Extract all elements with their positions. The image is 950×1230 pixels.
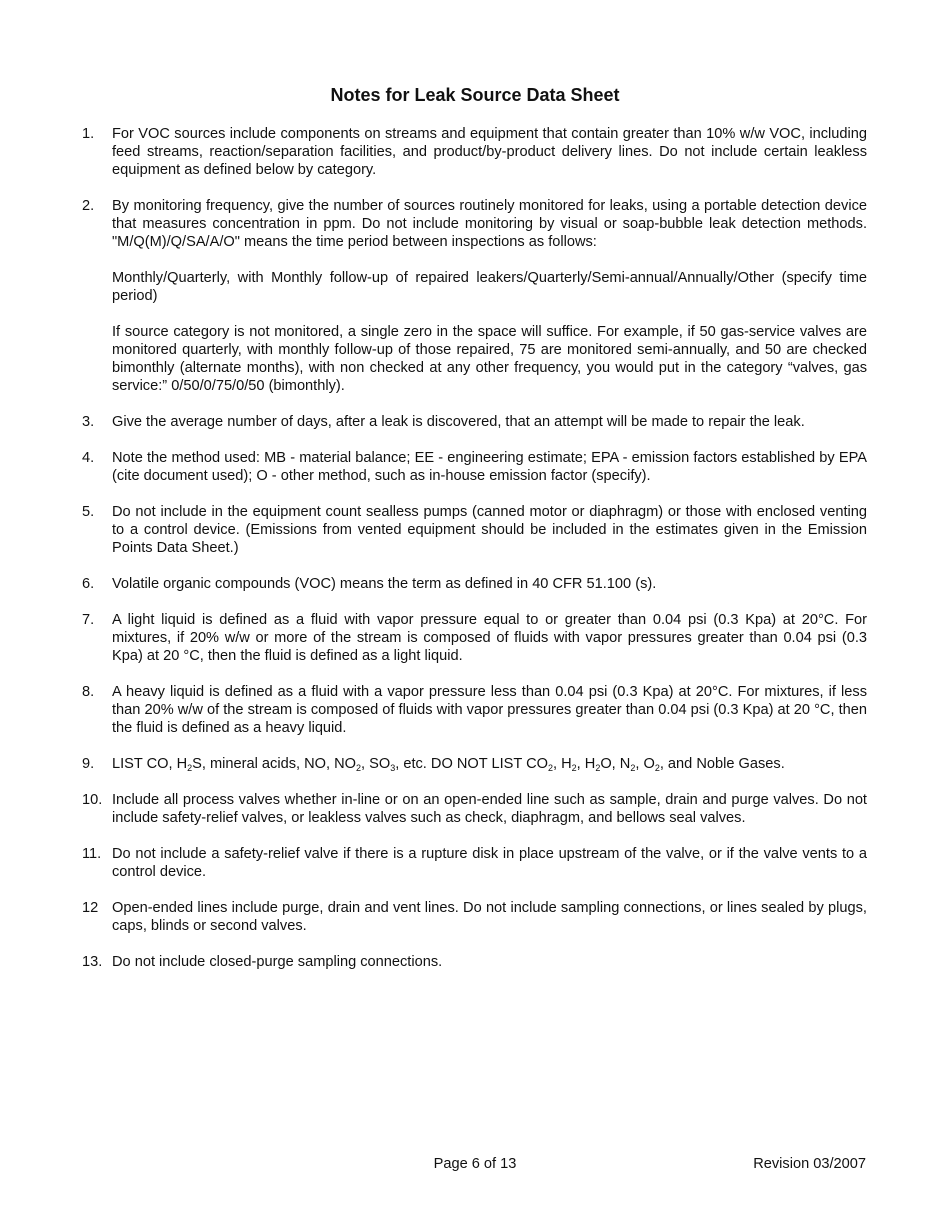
subscript: 2	[630, 763, 636, 773]
note-text: Give the average number of days, after a leak is discovered, that an attempt will be made to repair the leak.	[112, 414, 805, 430]
note-text-group	[112, 197, 867, 395]
subscript: 2	[547, 763, 553, 773]
note-number: 4.	[82, 450, 95, 466]
note-text-segment: , and Noble Gases.	[659, 756, 785, 772]
note-number: 8.	[82, 684, 95, 700]
note-number: 2.	[82, 198, 95, 214]
note-text: Open-ended lines include purge, drain and vent lines. Do not include sampling connections, or lines sealed by plugs, caps, blinds or second valves.	[112, 900, 867, 934]
note-item	[82, 845, 867, 881]
note-number: 13.	[82, 954, 103, 970]
note-item	[82, 197, 867, 395]
note-text: Do not include in the equipment count sealless pumps (canned motor or diaphragm) or those with enclosed venting to a control device. (Emissions from vented equipment should be included in the estimates given in the Emission Points Data Sheet.)	[112, 504, 867, 556]
note-number: 3.	[82, 414, 95, 430]
note-text: A light liquid is defined as a fluid with vapor pressure equal to or greater than 0.04 psi (0.3 Kpa) at 20°C. For mixtures, if 20% w/w or more of the stream is composed of fluids with vapor pressures greater than 0.04 psi (0.3 Kpa) at 20 °C, then the fluid is defined as a light liquid.	[112, 612, 867, 664]
note-item	[82, 575, 867, 593]
note-text: Do not include closed-purge sampling connections.	[112, 954, 443, 970]
note-text: Include all process valves whether in-line or on an open-ended line such as sample, drain and purge valves. Do not include safety-relief valves, or leakless valves such as check, diaphragm, and bellows seal valves.	[112, 792, 867, 826]
note-number: 11.	[82, 846, 102, 862]
subscript: 2	[595, 763, 601, 773]
note-paragraph: If source category is not monitored, a single zero in the space will suffice. For example, if 50 gas-service valves are monitored quarterly, with monthly follow-up of those repaired, 75 are monitored semi-annually, and 50 are checked bimonthly (alternate months), with non checked at any other frequency, you would put in the category “valves, gas service:” 0/50/0/75/0/50 (bimonthly).	[112, 324, 867, 394]
note-item	[82, 611, 867, 665]
note-number: 6.	[82, 576, 95, 592]
page-number: Page 6 of 13	[433, 1156, 517, 1172]
revision-label: Revision 03/2007	[753, 1156, 866, 1172]
note-text-segment: S, mineral acids, NO, NO	[192, 756, 356, 772]
note-text-segment: O, N	[600, 756, 631, 772]
subscript: 2	[356, 763, 362, 773]
note-text: A heavy liquid is defined as a fluid with a vapor pressure less than 0.04 psi (0.3 Kpa) at 20°C. For mixtures, if less than 20% w/w of the stream is composed of fluids with vapor pressures greater than 0.04 psi (0.3 Kpa) at 20 °C, then the fluid is defined as a heavy liquid.	[112, 684, 867, 736]
subscript: 2	[187, 763, 193, 773]
note-item	[82, 503, 867, 557]
note-item	[82, 899, 867, 935]
note-paragraph: Monthly/Quarterly, with Monthly follow-up of repaired leakers/Quarterly/Semi-annual/Annually/Other (specify time period)	[112, 270, 867, 304]
note-number: 9.	[82, 756, 95, 772]
note-text-segment: , O	[635, 756, 655, 772]
note-text: Do not include a safety-relief valve if there is a rupture disk in place upstream of the valve, or if the valve vents to a control device.	[112, 846, 867, 880]
note-item	[82, 449, 867, 485]
note-text-segment: , H	[576, 756, 596, 772]
note-text-segment: , etc. DO NOT LIST CO	[395, 756, 548, 772]
note-text-segment: LIST CO, H	[112, 756, 188, 772]
note-item	[82, 413, 867, 431]
note-text-chemicals	[112, 755, 867, 773]
subscript: 2	[654, 763, 660, 773]
note-text: Volatile organic compounds (VOC) means the term as defined in 40 CFR 51.100 (s).	[112, 576, 657, 592]
note-paragraph: By monitoring frequency, give the number of sources routinely monitored for leaks, using a portable detection device that measures concentration in ppm. Do not include monitoring by visual or soap-bubble leak detection methods. "M/Q(M)/Q/SA/A/O" means the time period between inspections as follows:	[112, 198, 867, 250]
note-text-segment: , SO	[361, 756, 391, 772]
note-item	[82, 791, 867, 827]
note-number: 10.	[82, 792, 103, 808]
note-number: 12	[82, 900, 99, 916]
note-text: Note the method used: MB - material balance; EE - engineering estimate; EPA - emission factors established by EPA (cite document used); O - other method, such as in-house emission factor (specify).	[112, 450, 867, 484]
note-text-segment: , H	[552, 756, 572, 772]
note-number: 7.	[82, 612, 95, 628]
note-item	[82, 125, 867, 179]
note-text: For VOC sources include components on streams and equipment that contain greater than 10% w/w VOC, including feed streams, reaction/separation facilities, and product/by-product delivery lines. Do not include certain leakless equipment as defined below by category.	[112, 126, 867, 178]
page-title: Notes for Leak Source Data Sheet	[330, 85, 620, 105]
notes-list	[82, 125, 867, 989]
note-item	[82, 683, 867, 737]
note-number: 5.	[82, 504, 95, 520]
note-item	[82, 953, 867, 971]
subscript: 3	[390, 763, 396, 773]
subscript: 2	[571, 763, 577, 773]
note-number: 1.	[82, 126, 95, 142]
note-item	[82, 755, 867, 773]
